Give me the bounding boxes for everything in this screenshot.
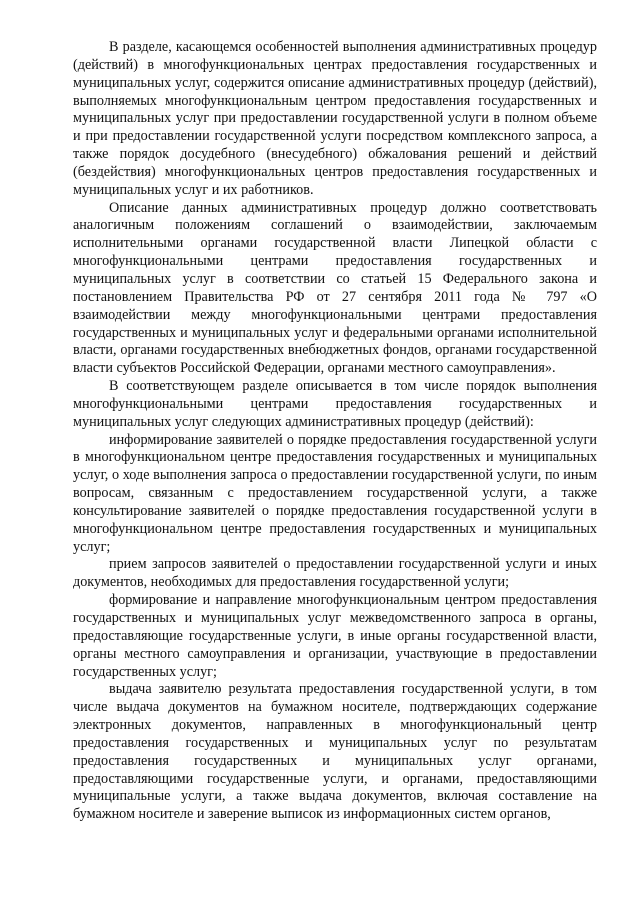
list-item-interagency-request: формирование и направление многофункциональным центром предоставления государственных и муниципальных услуг межведомственного запроса в органы, предоставляющие государственные услуги, в иные органы государственной власти, органы местного самоуправления и организации, участвующие в предоставлении государственных услуг; xyxy=(73,592,597,680)
document-page xyxy=(73,39,597,824)
list-item-receiving-requests: прием запросов заявителей о предоставлении государственной услуги и иных документов, необходимых для предоставления государственной услуги; xyxy=(73,556,597,591)
list-item-issuing-results: выдача заявителю результата предоставления государственной услуги, в том числе выдача документов на бумажном носителе, подтверждающих содержание электронных документов, направленных в многофункциональный центр предоставления государственных и муниципальных услуг по результатам предоставления государственных и муниципальных услуг органами, предоставляющими государственные услуги, и органами, предоставляющими муниципальные услуги, а также выдача документов, включая составление на бумажном носителе и заверение выписок из информационных систем органов, xyxy=(73,681,597,823)
list-item-informing-applicants: информирование заявителей о порядке предоставления государственной услуги в многофункциональном центре предоставления государственных и муниципальных услуг, о ходе выполнения запроса о предоставлении государственной услуги, по иным вопросам, связанным с предоставлением государственной услуги, а также консультирование заявителей о порядке предоставления государственной услуги в многофункциональном центре предоставления государственных и муниципальных услуг; xyxy=(73,431,597,555)
paragraph-mfc-section-overview: В разделе, касающемся особенностей выполнения административных процедур (действий) в многофункциональных центрах предоставления государственных и муниципальных услуг, содержится описание административных процедур (действий), выполняемых многофункциональным центром предоставления государственных и муниципальных услуг при предоставлении государственной услуги в полном объеме и при предоставлении государственной услуги посредством комплексного запроса, а также порядок досудебного (внесудебного) обжалования решений и действий (бездействия) многофункциональных центров предоставления государственных и муниципальных услуг и их работников. xyxy=(73,39,597,198)
paragraph-procedure-description: Описание данных административных процедур должно соответствовать аналогичным положениям соглашений о взаимодействии, заключаемым исполнительными органами государственной власти Липецкой области с многофункциональными центрами предоставления государственных и муниципальных услуг в соответствии со статьей 15 Федерального закона и постановлением Правительства РФ от 27 сентября 2011 года № 797 «О взаимодействии между многофункциональными центрами предоставления государственных и муниципальных услуг и федеральными органами исполнительной власти, органами государственных внебюджетных фондов, органами государственной власти субъектов Российской Федерации, органами местного самоуправления». xyxy=(73,199,597,377)
paragraph-section-contents: В соответствующем разделе описывается в том числе порядок выполнения многофункциональными центрами предоставления государственных и муниципальных услуг следующих административных процедур (действий): xyxy=(73,378,597,430)
